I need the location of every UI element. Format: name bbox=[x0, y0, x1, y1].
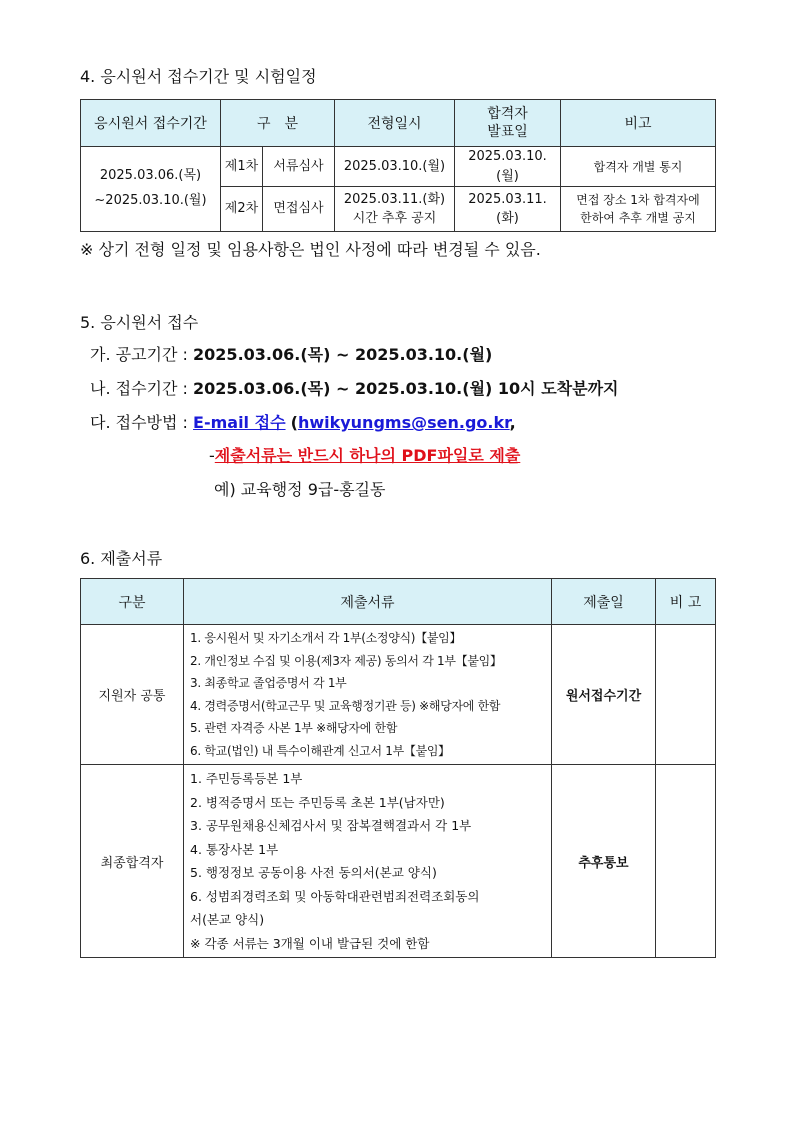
common-label: 지원자 공통 bbox=[81, 625, 184, 765]
schedule-notice: ※ 상기 전형 일정 및 임용사항은 법인 사정에 따라 변경될 수 있음. bbox=[80, 240, 541, 259]
schedule-table bbox=[80, 99, 716, 232]
list-item: 2. 개인정보 수집 및 이용(제3자 제공) 동의서 각 1부【붙임】 bbox=[190, 653, 502, 668]
schedule-header-date: 전형일시 bbox=[335, 100, 455, 147]
table-row bbox=[81, 765, 716, 958]
announce-label: 가. 공고기간 : bbox=[90, 345, 188, 364]
receive-period bbox=[90, 376, 618, 399]
schedule-header-period: 응시원서 접수기간 bbox=[81, 100, 221, 147]
list-item: ※ 각종 서류는 3개월 이내 발급된 것에 한함 bbox=[190, 935, 430, 951]
section4-heading: 4. 응시원서 접수기간 및 시험일정 bbox=[80, 67, 317, 86]
list-item: 3. 최종학교 졸업증명서 각 1부 bbox=[190, 676, 347, 690]
pdf-prefix: - bbox=[209, 446, 215, 465]
application-period: 2025.03.06.(목) ~2025.03.10.(월) bbox=[81, 147, 221, 232]
list-item: 3. 공무원채용신체검사서 및 잠복결핵결과서 각 1부 bbox=[190, 818, 472, 833]
table-row bbox=[81, 625, 716, 765]
stage-label: 제1차 bbox=[221, 147, 263, 187]
list-item: 5. 관련 자격증 사본 1부 ※해당자에 한함 bbox=[190, 721, 398, 735]
receive-value: 2025.03.06.(목) ~ 2025.03.10.(월) 10시 도착분까지 bbox=[193, 379, 619, 398]
list-item: 2. 병적증명서 또는 주민등록 초본 1부(남자만) bbox=[190, 794, 445, 810]
stage-type: 면접심사 bbox=[263, 187, 335, 232]
section5-heading: 5. 응시원서 접수 bbox=[80, 313, 199, 332]
file-name-example: 예) 교육행정 9급-홍길동 bbox=[214, 480, 386, 499]
email-address-link[interactable]: hwikyungms@sen.go.kr bbox=[297, 413, 510, 432]
email-open: ( bbox=[290, 413, 298, 432]
announce-period bbox=[90, 342, 492, 365]
stage-label: 제2차 bbox=[221, 187, 263, 232]
list-item: 4. 경력증명서(학교근무 및 교육행정기관 등) ※해당자에 한함 bbox=[190, 698, 501, 713]
stage-result-date: 2025.03.10.(월) bbox=[455, 147, 561, 187]
list-item: 1. 응시원서 및 자기소개서 각 1부(소정양식)【붙임】 bbox=[190, 631, 462, 645]
list-item: 4. 통장사본 1부 bbox=[190, 841, 279, 857]
stage-date: 2025.03.11.(화) 시간 추후 공지 bbox=[335, 187, 455, 232]
stage-note: 면접 장소 1차 합격자에 한하여 추후 개별 공지 bbox=[561, 187, 716, 232]
schedule-header-result: 합격자 발표일 bbox=[455, 100, 561, 147]
receive-label: 나. 접수기간 : bbox=[90, 379, 188, 398]
docs-header-date: 제출일 bbox=[552, 579, 656, 625]
announce-value: 2025.03.06.(목) ~ 2025.03.10.(월) bbox=[193, 345, 493, 364]
list-item: 서(본교 양식) bbox=[190, 912, 265, 927]
documents-table bbox=[80, 578, 716, 958]
method-label: 다. 접수방법 : bbox=[90, 413, 188, 432]
docs-header-documents: 제출서류 bbox=[184, 579, 552, 625]
final-docs-list bbox=[184, 765, 552, 958]
stage-date: 2025.03.10.(월) bbox=[335, 147, 455, 187]
section6-heading: 6. 제출서류 bbox=[80, 549, 163, 568]
list-item: 6. 성범죄경력조회 및 아동학대관련범죄전력조회동의 bbox=[190, 888, 480, 904]
pdf-notice-text: 제출서류는 반드시 하나의 PDF파일로 제출 bbox=[214, 446, 521, 465]
schedule-header-note: 비고 bbox=[561, 100, 716, 147]
docs-header-note: 비 고 bbox=[656, 579, 716, 625]
table-row bbox=[81, 147, 716, 187]
list-item: 5. 행정정보 공동이용 사전 동의서(본교 양식) bbox=[190, 865, 437, 880]
email-close: , bbox=[509, 413, 516, 432]
receive-method bbox=[90, 410, 516, 433]
stage-result-date: 2025.03.11.(화) bbox=[455, 187, 561, 232]
common-docs-list bbox=[184, 625, 552, 765]
final-label: 최종합격자 bbox=[81, 765, 184, 958]
final-note bbox=[656, 765, 716, 958]
stage-note: 합격자 개별 통지 bbox=[561, 147, 716, 187]
common-submit-date: 원서접수기간 bbox=[552, 625, 656, 765]
list-item: 1. 주민등록등본 1부 bbox=[190, 771, 303, 786]
schedule-header-type: 구 분 bbox=[221, 100, 335, 147]
final-submit-date: 추후통보 bbox=[552, 765, 656, 958]
stage-type: 서류심사 bbox=[263, 147, 335, 187]
list-item: 6. 학교(법인) 내 특수이해관계 신고서 1부【붙임】 bbox=[190, 743, 450, 758]
pdf-notice bbox=[209, 443, 520, 466]
docs-header-category: 구분 bbox=[81, 579, 184, 625]
email-submit-link[interactable]: E-mail 접수 bbox=[193, 413, 286, 432]
common-note bbox=[656, 625, 716, 765]
